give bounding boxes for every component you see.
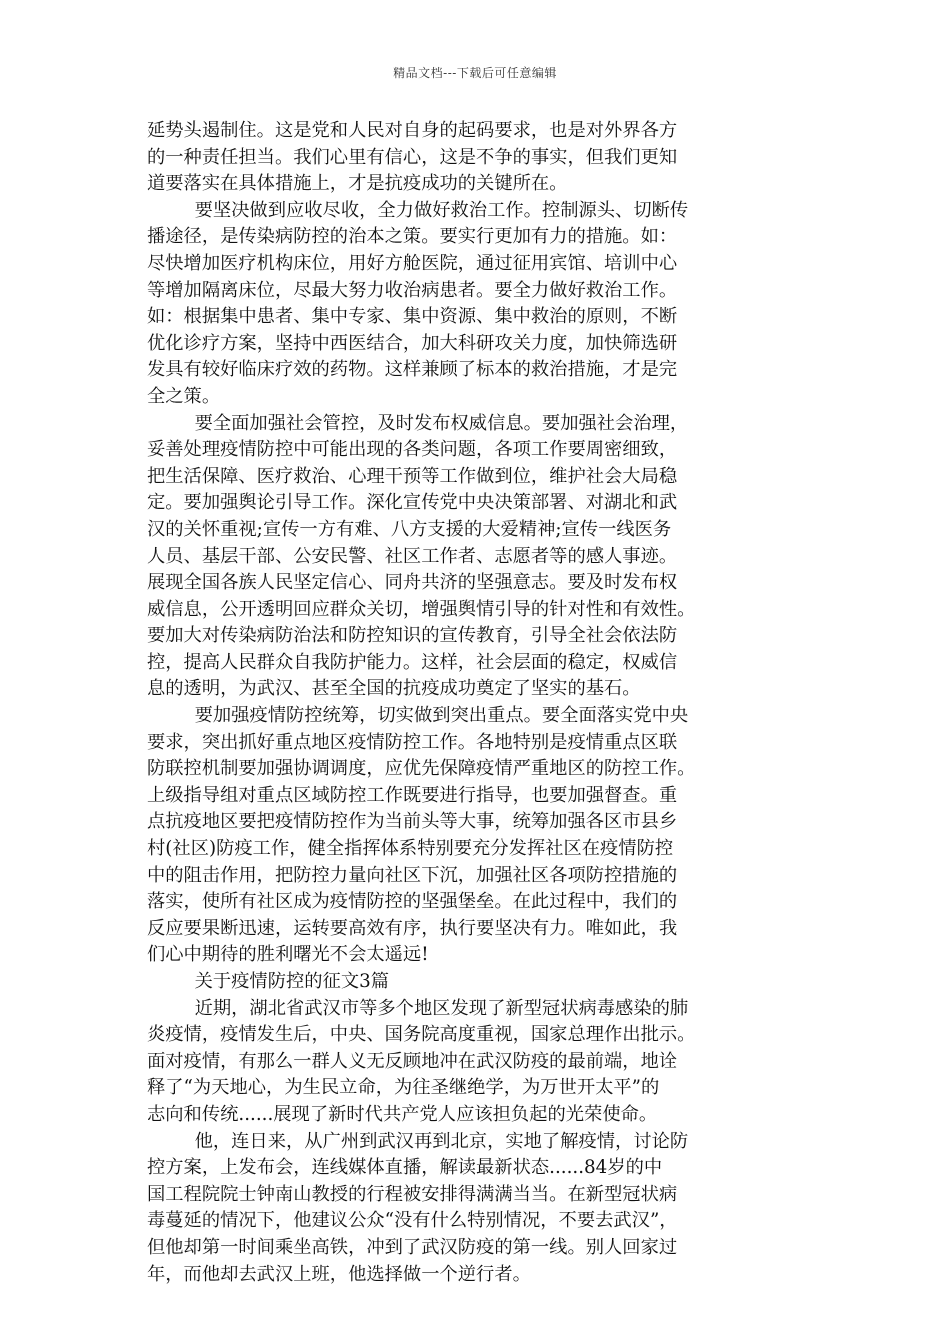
text-line: 的一种责任担当。我们心里有信心，这是不争的事实，但我们更知	[147, 146, 678, 168]
text-line: 播途径，是传染病防控的治本之策。要实行更加有力的措施。如：	[147, 226, 678, 248]
text-line: 优化诊疗方案，坚持中西医结合，加大科研攻关力度，加快筛选研	[147, 332, 678, 354]
text-line: 毒蔓延的情况下，他建议公众“没有什么特别情况，不要去武汉”，	[147, 1210, 678, 1232]
text-line: 村(社区)防疫工作，健全指挥体系特别要充分发挥社区在疫情防控	[147, 838, 674, 860]
text-line: 控方案，上发布会，连线媒体直播，解读最新状态......84岁的中	[147, 1157, 663, 1179]
text-line: 要全面加强社会管控，及时发布权威信息。要加强社会治理，	[194, 412, 689, 434]
paragraph	[147, 1129, 803, 1289]
text-line: 他，连日来，从广州到武汉再到北京，实地了解疫情，讨论防	[194, 1130, 689, 1152]
text-line: 延势头遏制住。这是党和人民对自身的起码要求，也是对外界各方	[147, 120, 678, 141]
text-line: 要加大对传染病防治法和防控知识的宣传教育，引导全社会依法防	[147, 625, 678, 647]
text-line: 近期，湖北省武汉市等多个地区发现了新型冠状病毒感染的肺	[194, 997, 689, 1019]
text-line: 要加强疫情防控统筹，切实做到突出重点。要全面落实党中央	[194, 705, 689, 727]
paragraph	[147, 411, 803, 704]
paragraph	[147, 118, 803, 198]
text-line: 释了“为天地心，为生民立命，为往圣继绝学，为万世开太平”的	[147, 1077, 660, 1099]
text-line: 防联控机制要加强协调调度，应优先保障疫情严重地区的防控工作。	[147, 758, 696, 780]
text-line: 中的阻击作用，把防控力量向社区下沉，加强社区各项防控措施的	[147, 864, 678, 886]
text-line: 点抗疫地区要把疫情防控作为当前头等大事，统筹加强各区市县乡	[147, 811, 678, 833]
text-line: 志向和传统......展现了新时代共产党人应该担负起的光荣使命。	[147, 1103, 658, 1125]
paragraph	[147, 969, 803, 996]
text-line: 息的透明，为武汉、甚至全国的抗疫成功奠定了坚实的基石。	[147, 678, 641, 700]
text-line: 控，提高人民群众自我防护能力。这样，社会层面的稳定，权威信	[147, 651, 678, 673]
text-line: 道要落实在具体措施上，才是抗疫成功的关键所在。	[147, 173, 568, 195]
text-line: 全之策。	[147, 385, 221, 407]
text-line: 炎疫情，疫情发生后，中央、国务院高度重视，国家总理作出批示。	[147, 1024, 696, 1046]
text-line: 人员、基层干部、公安民警、社区工作者、志愿者等的感人事迹。	[147, 545, 678, 567]
text-line: 落实，使所有社区成为疫情防控的坚强堡垒。在此过程中，我们的	[147, 891, 678, 913]
text-line: 们心中期待的胜利曙光不会太遥远!	[147, 944, 429, 966]
paragraph	[147, 703, 803, 969]
text-line: 汉的关怀重视;宣传一方有难、八方支援的大爱精神;宣传一线医务	[147, 518, 672, 540]
paragraph	[147, 996, 803, 1129]
text-line: 定。要加强舆论引导工作。深化宣传党中央决策部署、对湖北和武	[147, 492, 678, 514]
document-body	[147, 118, 803, 1288]
text-line: 要坚决做到应收尽收，全力做好救治工作。控制源头、切断传	[194, 199, 689, 221]
text-line: 国工程院院士钟南山教授的行程被安排得满满当当。在新型冠状病	[147, 1183, 678, 1205]
text-line: 尽快增加医疗机构床位，用好方舱医院，通过征用宾馆、培训中心	[147, 252, 678, 274]
text-line: 威信息，公开透明回应群众关切，增强舆情引导的针对性和有效性。	[147, 598, 696, 620]
text-line: 把生活保障、医疗救治、心理干预等工作做到位，维护社会大局稳	[147, 465, 678, 487]
text-line: 如：根据集中患者、集中专家、集中资源、集中救治的原则，不断	[147, 306, 678, 328]
text-line: 面对疫情，有那么一群人义无反顾地冲在武汉防疫的最前端，地诠	[147, 1050, 678, 1072]
text-line: 关于疫情防控的征文3篇	[194, 971, 390, 992]
text-line: 反应要果断迅速，运转要高效有序，执行要坚决有力。唯如此，我	[147, 917, 678, 939]
paragraph	[147, 198, 803, 411]
text-line: 妥善处理疫情防控中可能出现的各类问题，各项工作要周密细致，	[147, 439, 678, 461]
text-line: 等增加隔离床位，尽最大努力收治病患者。要全力做好救治工作。	[147, 279, 678, 301]
text-line: 但他却第一时间乘坐高铁，冲到了武汉防疫的第一线。别人回家过	[147, 1236, 678, 1258]
text-line: 发具有较好临床疗效的药物。这样兼顾了标本的救治措施，才是完	[147, 359, 678, 381]
text-line: 上级指导组对重点区域防控工作既要进行指导，也要加强督查。重	[147, 784, 678, 806]
page-header: 精品文档---下载后可任意编辑	[393, 66, 557, 80]
text-line: 年，而他却去武汉上班，他选择做一个逆行者。	[147, 1263, 531, 1285]
text-line: 要求，突出抓好重点地区疫情防控工作。各地特别是疫情重点区联	[147, 731, 678, 753]
text-line: 展现全国各族人民坚定信心、同舟共济的坚强意志。要及时发布权	[147, 572, 678, 594]
